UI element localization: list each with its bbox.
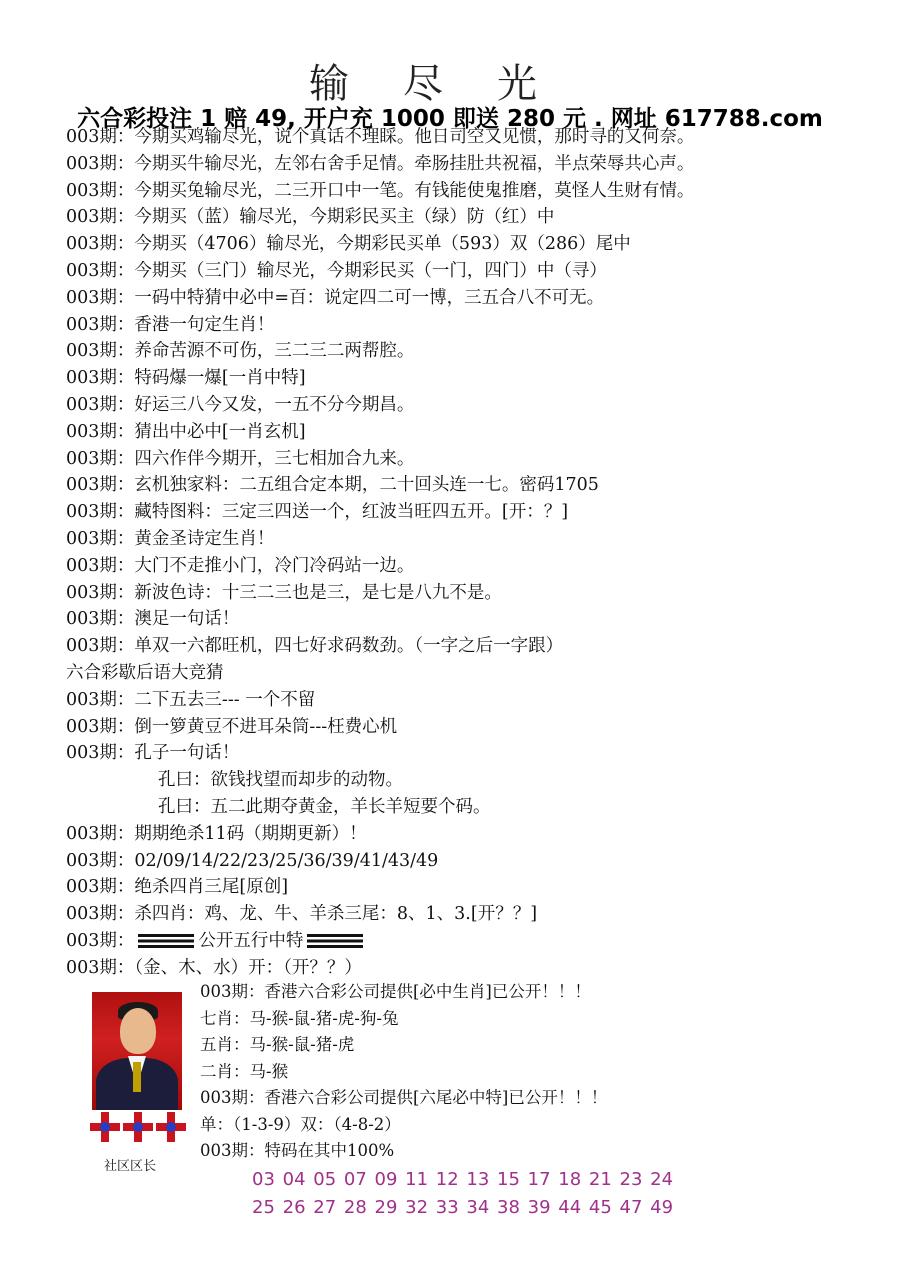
text-line: 003期：倒一箩黄豆不进耳朵筒---枉费心机	[66, 716, 398, 737]
text-line: 003期：绝杀四肖三尾[原创]	[66, 877, 289, 898]
text-line: 003期：今期买牛输尽光，左邻右舍手足情。牵肠挂肚共祝福，半点荣辱共心声。	[66, 153, 695, 174]
emblem-decoration	[88, 1112, 188, 1152]
text-line: 二肖：马-猴	[200, 1061, 289, 1081]
text-line: 五肖：马-猴-鼠-猪-虎	[200, 1035, 355, 1054]
text-line: 003期：今期买（蓝）输尽光，今期彩民买主（绿）防（红）中	[66, 207, 555, 228]
trigram-icon	[138, 934, 194, 948]
text-line: 003期：今期买（4706）输尽光，今期彩民买单（593）双（286）尾中	[66, 234, 631, 255]
text-line: 003期：今期买兔输尽光，二三开口中一笔。有钱能使鬼推磨，莫怪人生财有情。	[66, 180, 695, 201]
text-line: 003期：香港六合彩公司提供[六尾必中特]已公开！！！	[200, 1088, 608, 1107]
portrait-caption: 社区区长	[104, 1159, 157, 1174]
text-line: 003期：大门不走推小门，冷门冷码站一边。	[66, 555, 415, 576]
text-line: 003期：澳足一句话！	[66, 609, 240, 630]
text-line: 003期：单双一六都旺机，四七好求码数劲。（一字之后一字跟）	[66, 636, 564, 657]
text-line: 单：（1-3-9）双：（4-8-2）	[200, 1114, 401, 1134]
section-heading: 六合彩歇后语大竞猜	[66, 662, 224, 683]
text-line: 003期：（金、木、水）开：（开？？）	[66, 957, 362, 978]
text-line: 孔曰：五二此期夺黄金，羊长羊短要个码。	[158, 796, 491, 817]
text-line: 003期：四六作伴今期开，三七相加合九来。	[66, 448, 415, 469]
cross-icon	[156, 1112, 186, 1142]
text-line: 003期：今期买鸡输尽光，说个真话不理睬。他日司空又见惯，那时寻的又何奈。	[66, 127, 695, 147]
cross-icon	[123, 1112, 153, 1142]
issue-prefix: 003期：	[66, 930, 135, 951]
text-line: 003期：二下五去三--- 一个不留	[66, 689, 316, 710]
text-line: 003期：杀四肖：鸡、龙、牛、羊杀三尾：8、1、3.[开？？]	[66, 904, 538, 925]
cross-icon	[90, 1112, 120, 1142]
text-line: 003期：藏特图料：三定三四送一个，红波当旺四五开。[开：？]	[66, 502, 569, 523]
text-line: 003期：养命苦源不可伤，三二三二两帮腔。	[66, 341, 415, 362]
wuxing-label: 公开五行中特	[198, 930, 304, 951]
text-line: 003期：期期绝杀11码（期期更新）！	[66, 823, 367, 844]
text-line: 003期：好运三八今又发，一五不分今期昌。	[66, 394, 415, 415]
main-text-block	[66, 124, 886, 982]
text-line: 003期：玄机独家料：二五组合定本期，二十回头连一七。密码1705	[66, 475, 599, 496]
text-line: 003期：一码中特猜中必中=百：说定四二可一博，三五合八不可无。	[66, 287, 605, 308]
number-row: 03 04 05 07 09 11 12 13 15 17 18 21 23 24	[252, 1169, 674, 1190]
text-line: 003期：今期买（三门）输尽光，今期彩民买（一门，四门）中（寻）	[66, 260, 607, 281]
trigram-icon	[307, 934, 363, 948]
portrait-photo	[92, 992, 182, 1110]
number-row: 25 26 27 28 29 32 33 34 38 39 44 45 47 49	[252, 1197, 674, 1218]
ad-banner: 六合彩投注 1 赔 49, 开户充 1000 即送 280 元 . 网址 617788.com	[77, 106, 823, 132]
text-line: 003期：特码爆一爆[一肖中特]	[66, 368, 306, 389]
number-grid	[252, 1166, 673, 1222]
right-info-block	[200, 979, 880, 1165]
text-line: 003期：孔子一句话！	[66, 743, 240, 764]
text-line: 孔曰：欲钱找望而却步的动物。	[158, 770, 403, 791]
text-line: 003期：猜出中必中[一肖玄机]	[66, 421, 306, 442]
text-line-wuxing	[66, 928, 886, 955]
text-line: 003期：黄金圣诗定生肖！	[66, 528, 275, 549]
text-line: 003期：香港一句定生肖！	[66, 314, 275, 335]
text-line: 003期：特码在其中100%	[200, 1141, 395, 1160]
text-line: 003期：新波色诗：十三二三也是三，是七是八九不是。	[66, 582, 502, 603]
text-line: 七肖：马-猴-鼠-猪-虎-狗-兔	[200, 1008, 399, 1028]
page-title: 输尽光	[309, 61, 591, 107]
text-line: 003期：02/09/14/22/23/25/36/39/41/43/49	[66, 850, 439, 871]
text-line: 003期：香港六合彩公司提供[必中生肖]已公开！！！	[200, 982, 591, 1001]
